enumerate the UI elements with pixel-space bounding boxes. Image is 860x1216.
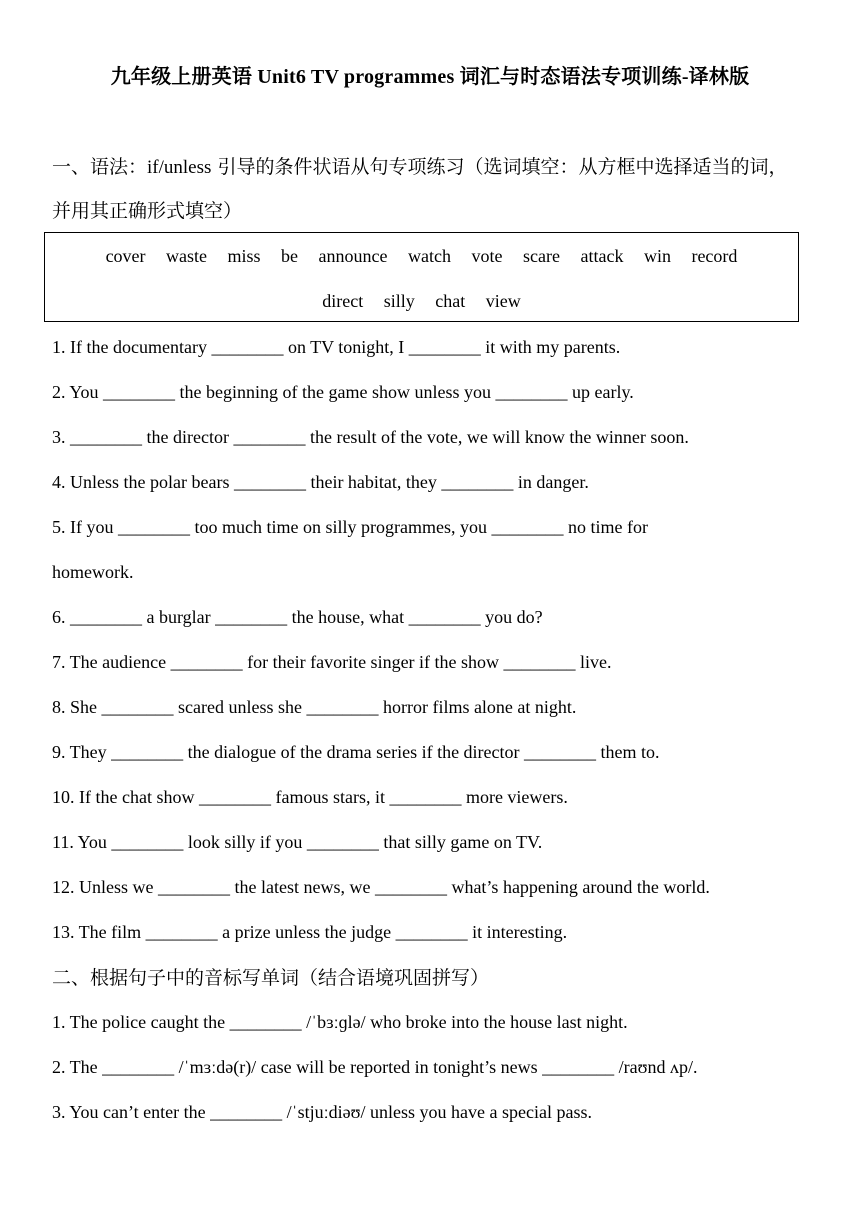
word-bank-item: cover bbox=[105, 246, 146, 266]
question-1: 1. If the documentary ________ on TV tonight, I ________ it with my parents. bbox=[52, 337, 621, 357]
word-bank-item: chat bbox=[435, 291, 466, 311]
question-13: 13. The film ________ a prize unless the judge ________ it interesting. bbox=[52, 922, 568, 942]
question-5: 5. If you ________ too much time on silly programmes, you ________ no time for bbox=[52, 517, 648, 537]
word-bank-item: record bbox=[691, 246, 738, 266]
question-11: 11. You ________ look silly if you ________ that silly game on TV. bbox=[52, 832, 543, 852]
question-2: 2. You ________ the beginning of the game show unless you ________ up early. bbox=[52, 382, 634, 402]
word-bank-item: attack bbox=[580, 246, 624, 266]
word-bank-item: scare bbox=[523, 246, 560, 266]
question-12: 12. Unless we ________ the latest news, we ________ what’s happening around the world. bbox=[52, 877, 710, 897]
question-10: 10. If the chat show ________ famous stars, it ________ more viewers. bbox=[52, 787, 568, 807]
phonetic-question-1: 1. The police caught the ________ /ˈbɜːɡlə/ who broke into the house last night. bbox=[52, 1012, 628, 1032]
word-bank-row-1 bbox=[45, 246, 798, 267]
word-bank-item: miss bbox=[227, 246, 261, 266]
section1-heading-suffix: 引导的条件状语从句专项练习（选词填空：从方框中选择适当的词， bbox=[211, 156, 788, 178]
section1-heading bbox=[52, 145, 824, 190]
question-5-continued: homework. bbox=[52, 562, 134, 582]
question-3: 3. ________ the director ________ the result of the vote, we will know the winner soon. bbox=[52, 427, 689, 447]
word-bank-item: view bbox=[485, 291, 521, 311]
word-bank-item: be bbox=[281, 246, 299, 266]
word-bank-item: win bbox=[643, 246, 671, 266]
word-bank-box bbox=[44, 232, 799, 322]
word-bank-item: watch bbox=[408, 246, 451, 266]
word-bank-item: vote bbox=[471, 246, 503, 266]
question-9: 9. They ________ the dialogue of the drama series if the director ________ them to. bbox=[52, 742, 660, 762]
word-bank-item: silly bbox=[383, 291, 415, 311]
section2-heading: 二、根据句子中的音标写单词（结合语境巩固拼写） bbox=[52, 967, 490, 989]
question-4: 4. Unless the polar bears ________ their habitat, they ________ in danger. bbox=[52, 472, 589, 492]
phonetic-question-3: 3. You can’t enter the ________ /ˈstjuːdiəʊ/ unless you have a special pass. bbox=[52, 1102, 592, 1122]
question-7: 7. The audience ________ for their favorite singer if the show ________ live. bbox=[52, 652, 612, 672]
section1-heading-prefix: 一、语法： bbox=[52, 156, 148, 178]
word-bank-row-2 bbox=[45, 291, 798, 312]
section1-heading-line2: 并用其正确形式填空） bbox=[52, 200, 243, 222]
word-bank-item: direct bbox=[322, 291, 364, 311]
section1-heading-en: if/unless bbox=[147, 157, 212, 178]
page-title: 九年级上册英语 Unit6 TV programmes 词汇与时态语法专项训练-译林版 bbox=[110, 66, 750, 88]
question-8: 8. She ________ scared unless she ________ horror films alone at night. bbox=[52, 697, 577, 717]
phonetic-question-2: 2. The ________ /ˈmɜːdə(r)/ case will be reported in tonight’s news ________ /raʊnd ʌp/. bbox=[52, 1057, 698, 1077]
word-bank-item: waste bbox=[166, 246, 208, 266]
word-bank-item: announce bbox=[318, 246, 388, 266]
question-6: 6. ________ a burglar ________ the house, what ________ you do? bbox=[52, 607, 543, 627]
